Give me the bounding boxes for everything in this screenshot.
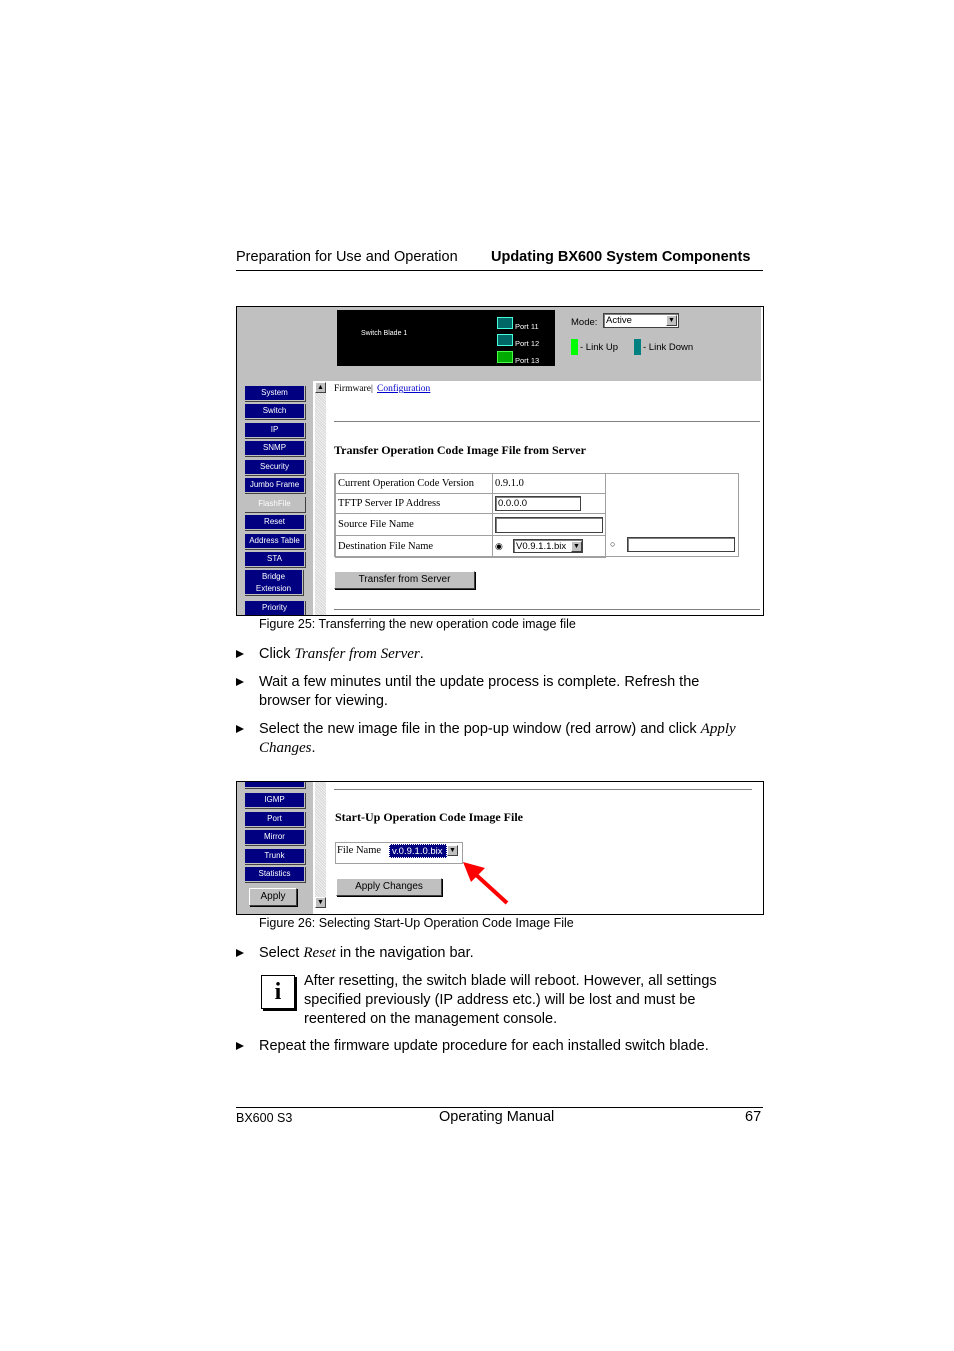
- file-name-select[interactable]: v.0.9.1.0.bix: [389, 844, 447, 858]
- blade-panel: [337, 310, 555, 366]
- row-value: 0.9.1.0: [493, 474, 606, 494]
- tftp-cell: [493, 494, 606, 514]
- header-rule: [236, 270, 763, 271]
- link-up-label: - Link Up: [580, 342, 619, 353]
- step-click-transfer: [236, 645, 763, 665]
- mode-select[interactable]: Active: [603, 313, 679, 328]
- port-11-label: Port 11: [515, 322, 539, 331]
- link-down-swatch: [634, 339, 641, 355]
- content-rule-bottom: [334, 609, 760, 610]
- port-12-label: Port 12: [515, 339, 540, 348]
- row-label: Destination File Name: [336, 536, 493, 558]
- source-cell: [493, 514, 606, 536]
- nav-bridge-line2: Extension: [255, 584, 292, 593]
- nav-system[interactable]: System: [244, 385, 305, 401]
- radio-unselected-icon[interactable]: ○: [610, 539, 616, 549]
- blade-label: Switch Blade 1: [361, 330, 408, 337]
- nav-switch[interactable]: Switch: [244, 403, 305, 419]
- port-11-icon[interactable]: [497, 317, 513, 329]
- destination-file-select[interactable]: V0.9.1.1.bix: [513, 539, 583, 553]
- step-text-line1: Select the new image file in the pop-up window (red arrow) and click Apply: [259, 721, 736, 737]
- bullet-arrow-icon: [236, 650, 244, 658]
- nav-reset[interactable]: Reset: [244, 514, 305, 530]
- bullet-arrow-icon: [236, 725, 244, 733]
- nav-trunk[interactable]: Trunk: [244, 848, 305, 864]
- bullet-arrow-icon: [236, 1042, 244, 1050]
- destination-cell: [493, 536, 606, 558]
- tab-firmware[interactable]: Firmware: [334, 384, 371, 394]
- nav-bridge-extension[interactable]: [244, 569, 303, 595]
- destination-custom-input[interactable]: [627, 537, 735, 552]
- mode-label: Mode:: [571, 317, 598, 328]
- nav-snmp[interactable]: SNMP: [244, 440, 305, 456]
- footer-page-number: 67: [745, 1109, 762, 1125]
- link-up-swatch: [571, 339, 578, 355]
- figure-26-caption: Figure 26: Selecting Start-Up Operation Code Image File: [259, 916, 574, 930]
- bullet-arrow-icon: [236, 678, 244, 686]
- file-name-dropdown-arrow-icon[interactable]: ▼: [447, 845, 458, 856]
- bullet-arrow-icon: [236, 949, 244, 957]
- radio-selected-icon[interactable]: ◉: [495, 541, 503, 551]
- nav-bridge-line1: Bridge: [261, 572, 286, 581]
- vertical-scrollbar[interactable]: [315, 782, 326, 908]
- step-text: Click Transfer from Server.: [259, 646, 424, 662]
- info-icon: i: [261, 975, 295, 1009]
- file-name-label: File Name: [337, 845, 382, 856]
- running-header-right: Updating BX600 System Components: [491, 249, 751, 265]
- scroll-up-arrow-icon[interactable]: ▲: [315, 382, 326, 393]
- nav-sta[interactable]: STA: [244, 551, 305, 567]
- figure-25-screenshot: [236, 306, 764, 616]
- nav-ip[interactable]: IP: [244, 422, 305, 438]
- content-rule-top: [334, 789, 752, 790]
- footer-left: BX600 S3: [236, 1111, 293, 1125]
- note-line: specified previously (IP address etc.) will be lost and must be: [304, 992, 696, 1008]
- source-file-input[interactable]: [495, 517, 603, 533]
- row-label: TFTP Server IP Address: [336, 494, 493, 514]
- tftp-ip-input[interactable]: 0.0.0.0: [495, 496, 581, 511]
- note-line: reentered on the management console.: [304, 1011, 558, 1027]
- step-text: Select Reset in the navigation bar.: [259, 945, 474, 961]
- footer-center: Operating Manual: [439, 1109, 555, 1125]
- step-select-image: [236, 720, 763, 760]
- link-down-label: - Link Down: [643, 342, 694, 353]
- tab-configuration[interactable]: Configuration: [377, 384, 431, 394]
- step-wait: [236, 673, 763, 713]
- step-text-line1: Wait a few minutes until the update process is complete. Refresh the: [259, 674, 700, 690]
- nav-cut-item[interactable]: [244, 781, 305, 788]
- apply-button[interactable]: Apply: [249, 888, 297, 906]
- figure-26-screenshot: [236, 781, 764, 915]
- step-text-line2: Changes.: [259, 740, 316, 756]
- nav-address-table[interactable]: Address Table: [244, 533, 305, 549]
- nav-mirror[interactable]: Mirror: [244, 829, 305, 845]
- note-line: After resetting, the switch blade will reboot. However, all settings: [304, 973, 717, 989]
- footer-rule: [236, 1107, 763, 1108]
- transfer-from-server-button[interactable]: Transfer from Server: [334, 571, 475, 589]
- nav-port[interactable]: Port: [244, 811, 305, 827]
- nav-priority[interactable]: Priority: [244, 600, 305, 616]
- running-header-left: Preparation for Use and Operation: [236, 249, 458, 265]
- red-arrow-icon: [459, 858, 519, 908]
- step-text-line2: browser for viewing.: [259, 693, 388, 709]
- transfer-table: [335, 473, 606, 558]
- apply-changes-button[interactable]: Apply Changes: [336, 878, 442, 896]
- mode-dropdown-arrow-icon[interactable]: ▼: [666, 315, 677, 326]
- row-label: Source File Name: [336, 514, 493, 536]
- step-select-reset: [236, 944, 763, 964]
- vertical-scrollbar[interactable]: [315, 382, 326, 615]
- nav-security[interactable]: Security: [244, 459, 305, 475]
- nav-statistics[interactable]: Statistics: [244, 866, 305, 882]
- nav-flashfile[interactable]: FlashFile: [244, 496, 305, 512]
- step-text: Repeat the firmware update procedure for each installed switch blade.: [259, 1038, 709, 1054]
- port-13-label: Port 13: [515, 356, 540, 365]
- port-12-icon[interactable]: [497, 334, 513, 346]
- nav-igmp[interactable]: IGMP: [244, 792, 305, 808]
- tab-separator: |: [371, 384, 373, 394]
- figure-25-caption: Figure 25: Transferring the new operation code image file: [259, 617, 576, 631]
- startup-heading: Start-Up Operation Code Image File: [335, 810, 523, 824]
- content-rule-top: [334, 421, 760, 422]
- destination-dropdown-arrow-icon[interactable]: ▼: [571, 541, 582, 552]
- row-label: Current Operation Code Version: [336, 474, 493, 494]
- scroll-down-arrow-icon[interactable]: ▼: [315, 897, 326, 908]
- note-text: [304, 972, 717, 1029]
- nav-jumbo-frame[interactable]: Jumbo Frame: [244, 477, 305, 493]
- transfer-heading: Transfer Operation Code Image File from Server: [334, 443, 586, 457]
- port-13-icon[interactable]: [497, 351, 513, 363]
- step-repeat: [236, 1037, 763, 1057]
